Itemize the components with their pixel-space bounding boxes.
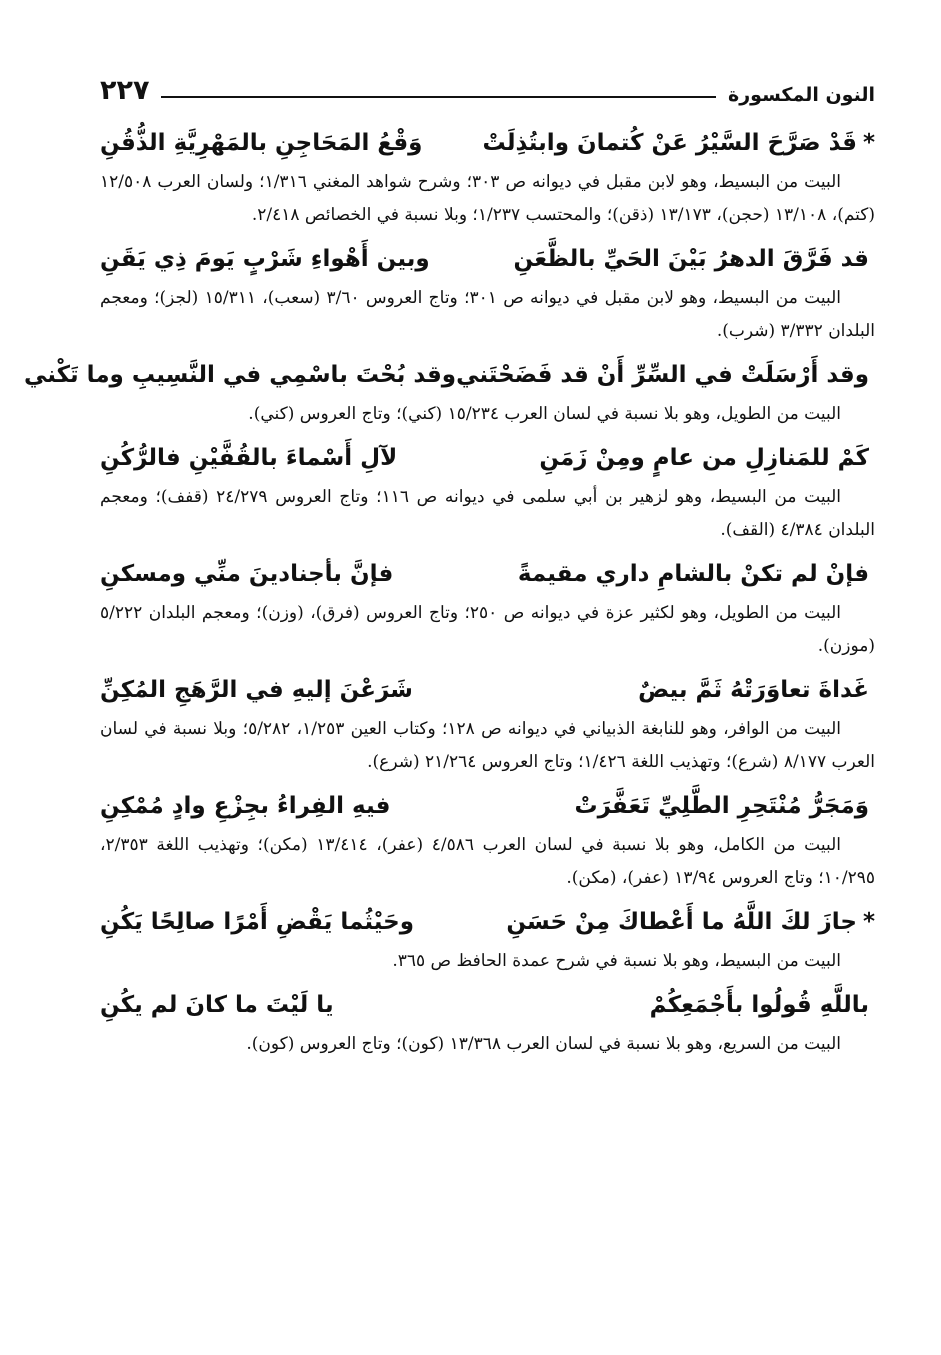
verse-line (100, 236, 875, 282)
verse-line (100, 982, 875, 1028)
note-text: البيت من الطويل، وهو بلا نسبة في لسان العرب ١٥/٢٣٤ (كني)؛ وتاج العروس (كني). (248, 404, 841, 424)
verse-entry (100, 899, 875, 978)
first-hemistich: جازَ لكَ اللَّهُ ما أَعْطاكَ مِنْ حَسَنِ (506, 909, 857, 935)
verse-entry (100, 551, 875, 663)
verse-note (100, 398, 875, 431)
verse-entry (100, 120, 875, 232)
note-text: البيت من السريع، وهو بلا نسبة في لسان العرب ١٣/٣٦٨ (كون)؛ وتاج العروس (كون). (246, 1034, 841, 1054)
second-hemistich: يا لَيْتَ ما كانَ لم يكُنِ (100, 992, 334, 1018)
verse-note (100, 282, 875, 348)
second-hemistich: فيهِ الفِراءُ بجِزْعِ وادٍ مُمْكِنِ (100, 793, 391, 819)
verse-note (100, 829, 875, 895)
verse-line (100, 783, 875, 829)
note-text: البيت من الطويل، وهو لكثير عزة في ديوانه ص ٢٥٠؛ وتاج العروس (فرق)، (وزن)؛ ومعجم البلدان ٥/٢٢٢ (موزن). (100, 603, 875, 656)
star-marker: * (862, 130, 875, 156)
chapter-title: النون المكسورة (728, 84, 875, 106)
page-header (100, 68, 875, 106)
note-text: البيت من البسيط، وهو لابن مقبل في ديوانه ص ٣٠١؛ وتاج العروس ٣/٦٠ (سعب)، ١٥/٣١١ (لجز)؛ ومعجم البلدان ٣/٣٣٢ (شرب). (100, 288, 875, 341)
second-hemistich: شَرَعْنَ إليهِ في الرَّهَجِ المُكِنِّ (100, 677, 413, 703)
first-hemistich: غَداةَ تعاوَرَتْهُ ثَمَّ بيضٌ (638, 677, 869, 703)
second-hemistich: لآلِ أَسْماءَ بالقُفَّيْنِ فالرُّكُنِ (100, 445, 398, 471)
first-hemistich: باللَّهِ قُولُوا بأَجْمَعِكُمْ (649, 992, 869, 1018)
verse-note (100, 166, 875, 232)
verse-entry (100, 236, 875, 348)
second-hemistich: وحَيْثُما يَقْضِ أَمْرًا صالِحًا يَكُنِ (100, 909, 415, 935)
first-hemistich: وَمَجَرُّ مُنْتَحِرِ الطَّلِيِّ تَعَفَّرَتْ (574, 793, 869, 819)
verse-note (100, 597, 875, 663)
first-hemistich: وقد أَرْسَلَتْ في السِّرِّ أَنْ قد فَضَحْتَني (456, 362, 869, 388)
verse-line (100, 899, 875, 945)
verse-note (100, 481, 875, 547)
first-hemistich: قد فَرَّقَ الدهرُ بَيْنَ الحَيِّ بالظَّعَنِ (513, 246, 869, 272)
first-hemistich: قَدْ صَرَّحَ السَّيْرُ عَنْ كُتمانَ وابتُذِلَتْ (482, 130, 857, 156)
second-hemistich: وبين أَهْواءِ شَرْبٍ يَومَ ذِي يَقَنِ (100, 246, 430, 272)
verse-line (24, 352, 875, 398)
verse-note (100, 1028, 875, 1061)
note-text: البيت من البسيط، وهو بلا نسبة في شرح عمدة الحافظ ص ٣٦٥. (392, 951, 841, 971)
verse-line (100, 667, 875, 713)
verse-entry (100, 435, 875, 547)
verse-entry (24, 352, 875, 431)
header-rule (161, 96, 716, 98)
note-text: البيت من الوافر، وهو للنابغة الذبياني في ديوانه ص ١٢٨؛ وكتاب العين ١/٢٥٣، ٥/٢٨٢؛ وبلا نسبة في لسان العرب ٨/١٧٧ (شرع)؛ وتهذيب اللغة ١/٤٢٦؛ وتاج العروس ٢١/٢٦٤ (شرع). (100, 719, 875, 772)
verse-note (100, 945, 875, 978)
first-hemistich: كَمْ للمَنازِلِ من عامٍ ومِنْ زَمَنِ (539, 445, 869, 471)
verse-line (100, 551, 875, 597)
verse-entry (100, 982, 875, 1061)
note-text: البيت من البسيط، وهو لابن مقبل في ديوانه ص ٣٠٣؛ وشرح شواهد المغني ١/٣١٦؛ ولسان العرب ١٢/٥٠٨ (كتم)، ١٣/١٠٨ (حجن)، ١٣/١٧٣ (ذقن)؛ والمحتسب ١/٢٣٧؛ وبلا نسبة في الخصائص ٢/٤١٨. (100, 172, 875, 225)
second-hemistich: وقد بُحْتَ باسْمِي في النَّسِيبِ وما تَكْني (24, 362, 457, 388)
first-hemistich: فإنْ لم تكنْ بالشامِ داري مقيمةً (517, 561, 869, 587)
verse-line (100, 120, 875, 166)
star-marker: * (862, 909, 875, 935)
second-hemistich: فإنَّ بأجنادينَ منِّي ومسكنِ (100, 561, 394, 587)
note-text: البيت من الكامل، وهو بلا نسبة في لسان العرب ٤/٥٨٦ (عفر)، ١٣/٤١٤ (مكن)؛ وتهذيب اللغة ٢/٣٥٣، ١٠/٢٩٥؛ وتاج العروس ١٣/٩٤ (عفر)، (مكن). (100, 835, 875, 888)
verse-line (100, 435, 875, 481)
verse-note (100, 713, 875, 779)
verse-entry (100, 667, 875, 779)
page-number: ٢٢٧ (100, 75, 150, 106)
note-text: البيت من البسيط، وهو لزهير بن أبي سلمى في ديوانه ص ١١٦؛ وتاج العروس ٢٤/٢٧٩ (قفف)؛ ومعجم البلدان ٤/٣٨٤ (القف). (100, 487, 875, 540)
second-hemistich: وَقْعُ المَحَاجِنِ بالمَهْرِيَّةِ الذُّقُنِ (100, 130, 423, 156)
verse-entry (100, 783, 875, 895)
